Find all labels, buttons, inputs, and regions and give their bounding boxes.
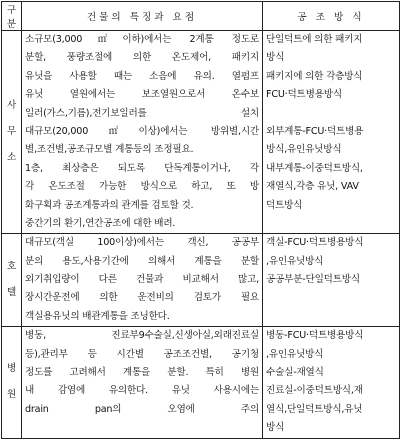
category-char: 무 (6, 126, 17, 138)
features-line: 병동, 진료부9수술실,신생아실,외래진료실 (25, 330, 259, 342)
system-cell (263, 31, 400, 234)
category-cell (2, 327, 22, 438)
features-line: 유닛을 사용할 때는 소음에 유의. 열펌프 (25, 70, 259, 82)
features-line: 대규모(객실 100이상)에서는 객신, 공공부 (25, 237, 259, 249)
system-line: 진료실-이중덕트방식,재 (266, 385, 363, 397)
system-line: ,유인유닛방식 (266, 348, 324, 360)
table-body (2, 31, 400, 439)
system-cell (263, 327, 400, 438)
features-line: 등),관리부 등 시간별 공조조건별, 공기청 (25, 348, 259, 360)
system-line: 재열식,각층 유닛, VAV (266, 181, 359, 193)
category-cell (2, 31, 22, 234)
system-line (266, 105, 396, 123)
air-conditioning-system-table (1, 1, 400, 439)
features-line: 일러(가스,기름),전기보일러를 설치 (25, 107, 259, 119)
features-line: 내 감염에 유의한다. 유닛 사용시에는 (25, 385, 259, 397)
features-line: 정도를 고려해서 계통을 분할. 특히 병원 (25, 367, 259, 379)
system-line: 단일덕트에 의한 패키지 (266, 34, 363, 45)
system-line: 내부계통-이중덕트방식, (266, 162, 363, 174)
system-line: 외부계통-FCU·덕트병용 (266, 125, 364, 137)
header-row (2, 2, 400, 31)
features-line: 대규모(20,000㎡이상)에서는 방위별,시간 (25, 125, 259, 137)
features-line: 화구획과 공조계통과의 관계를 검토할 것. (25, 199, 194, 211)
system-line (266, 289, 396, 307)
features-cell (22, 327, 263, 438)
system-line: 방식 (266, 52, 285, 64)
system-line: 패키지에 의한 각층방식 (266, 70, 363, 82)
features-line: 소규모(3,000㎡이하)에서는 2계통 정도로 (25, 34, 259, 45)
category-char: 호 (6, 261, 17, 273)
features-line: 분할, 풍량조절에 의한 온도제어, 패키지 (25, 52, 259, 64)
table-row-hotel (2, 234, 400, 327)
system-line: 병동-FCU·덕트병용방식 (266, 330, 364, 342)
features-cell (22, 31, 263, 234)
system-line: 객실-FCU·덕트병용방식 (266, 237, 364, 249)
category-char: 소 (6, 152, 17, 164)
header-category: 구분 (2, 2, 22, 31)
system-line (266, 215, 396, 233)
table-row-hospital (2, 327, 400, 438)
features-line: 별,조건별,공조규모별 계통등의 조정필요. (25, 144, 194, 156)
features-cell (22, 234, 263, 327)
category-char: 병 (6, 363, 17, 375)
system-line (266, 308, 396, 326)
features-line: 중간기의 환기,연간공조에 대한 배려. (25, 217, 176, 229)
header-features: 건물의 특징과 요점 (22, 2, 263, 31)
features-line: drain pan의 오염에 주의 (25, 403, 259, 415)
system-line: 방식 (266, 422, 285, 434)
features-line: 1층, 최상층은 되도록 단독계통이거나, 각 (25, 162, 259, 174)
category-char: 사 (6, 100, 17, 112)
header-system: 공 조 방 식 (263, 2, 400, 31)
features-line (25, 419, 259, 437)
system-line: 덕트방식 (266, 199, 303, 211)
features-line: 장시간운전에 의한 운전비의 검토가 필요 (25, 292, 259, 304)
system-cell (263, 234, 400, 327)
features-line: 유닛 열원에서는 보조열원으로서 온수보 (25, 89, 259, 101)
category-cell (2, 234, 22, 327)
category-char: 원 (6, 389, 17, 401)
system-line: FCU·덕트병용방식 (266, 89, 342, 101)
system-line: 공공부분-단일덕트방식 (266, 274, 360, 286)
system-line: 열식,단일덕트방식,유닛 (266, 403, 363, 415)
features-line: 외기취입량이 다른 건물과 비교해서 많고, (25, 274, 259, 286)
system-line: ,유인유닛방식 (266, 255, 324, 267)
system-line: 방식,유인유닛방식 (266, 144, 342, 156)
table-row-office (2, 31, 400, 234)
features-line: 각 온도조절 가능한 방식으로 하고, 또 방 (25, 181, 259, 193)
features-line: 객실용유닛의 배관계통을 조닝한다. (25, 310, 170, 322)
category-char: 텔 (6, 287, 17, 299)
features-line: 분의 용도,사용기간에 의해서 계통을 분할 (25, 255, 259, 267)
system-line: 수술실-재열식 (266, 367, 324, 379)
